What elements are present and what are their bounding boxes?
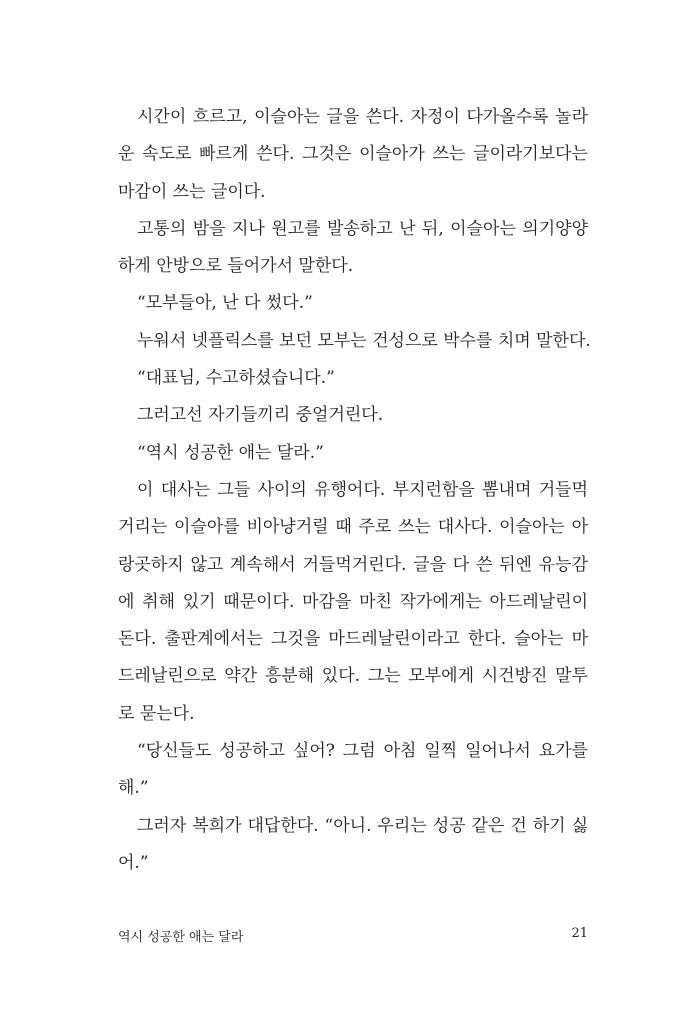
- text-line: 이 대사는 그들 사이의 유행어다. 부지런함을 뽐내며 거들먹: [137, 479, 588, 500]
- text-line: 하게 안방으로 들어가서 말한다.: [118, 256, 354, 277]
- paragraph: [118, 808, 588, 883]
- paragraph: [118, 285, 588, 322]
- text-line: “당신들도 성공하고 싶어? 그럼 아침 일찍 일어나서 요가를: [137, 741, 588, 762]
- text-line: 운 속도로 빠르게 쓴다. 그것은 이슬아가 쓰는 글이라기보다는: [118, 144, 588, 165]
- text-line: 어.”: [118, 852, 149, 873]
- text-line: “대표님, 수고하셨습니다.”: [137, 368, 335, 389]
- paragraph: [118, 99, 588, 211]
- running-title: 역시 성공한 애는 달라: [118, 930, 244, 945]
- text-line: 해.”: [118, 778, 149, 799]
- paragraph: [118, 360, 588, 397]
- text-line: 에 취해 있기 때문이다. 마감을 마친 작가에게는 아드레날린이: [118, 591, 588, 612]
- paragraph: [118, 211, 588, 286]
- paragraph: [118, 323, 591, 360]
- text-line: “모부들아, 난 다 썼다.”: [137, 293, 313, 314]
- paragraph: [118, 397, 588, 434]
- paragraph: [118, 435, 588, 472]
- text-line: 거리는 이슬아를 비아냥거릴 때 주로 쓰는 대사다. 이슬아는 아: [118, 517, 588, 538]
- paragraph: [118, 472, 588, 733]
- text-line: “역시 성공한 애는 달라.”: [137, 442, 324, 463]
- body-text: [118, 99, 591, 882]
- text-line: 로 묻는다.: [118, 703, 195, 724]
- text-line: 마감이 쓰는 글이다.: [118, 181, 266, 202]
- text-line: 고통의 밤을 지나 원고를 발송하고 난 뒤, 이슬아는 의기양양: [137, 218, 588, 239]
- text-line: 그러고선 자기들끼리 중얼거린다.: [137, 405, 384, 426]
- text-line: 드레날린으로 약간 흥분해 있다. 그는 모부에게 시건방진 말투: [118, 666, 588, 687]
- text-line: 랑곳하지 않고 계속해서 거들먹거린다. 글을 다 쓴 뒤엔 유능감: [118, 554, 588, 575]
- text-line: 돈다. 출판계에서는 그것을 마드레날린이라고 한다. 슬아는 마: [118, 629, 588, 650]
- page-footer: [118, 926, 588, 945]
- text-line: 시간이 흐르고, 이슬아는 글을 쓴다. 자정이 다가올수록 놀라: [137, 107, 588, 127]
- page-number: 21: [571, 926, 588, 941]
- text-line: 누워서 넷플릭스를 보던 모부는 건성으로 박수를 치며 말한다.: [137, 330, 591, 351]
- paragraph: [118, 733, 588, 808]
- text-line: 그러자 복희가 대답한다. “아니. 우리는 성공 같은 건 하기 싫: [137, 815, 588, 836]
